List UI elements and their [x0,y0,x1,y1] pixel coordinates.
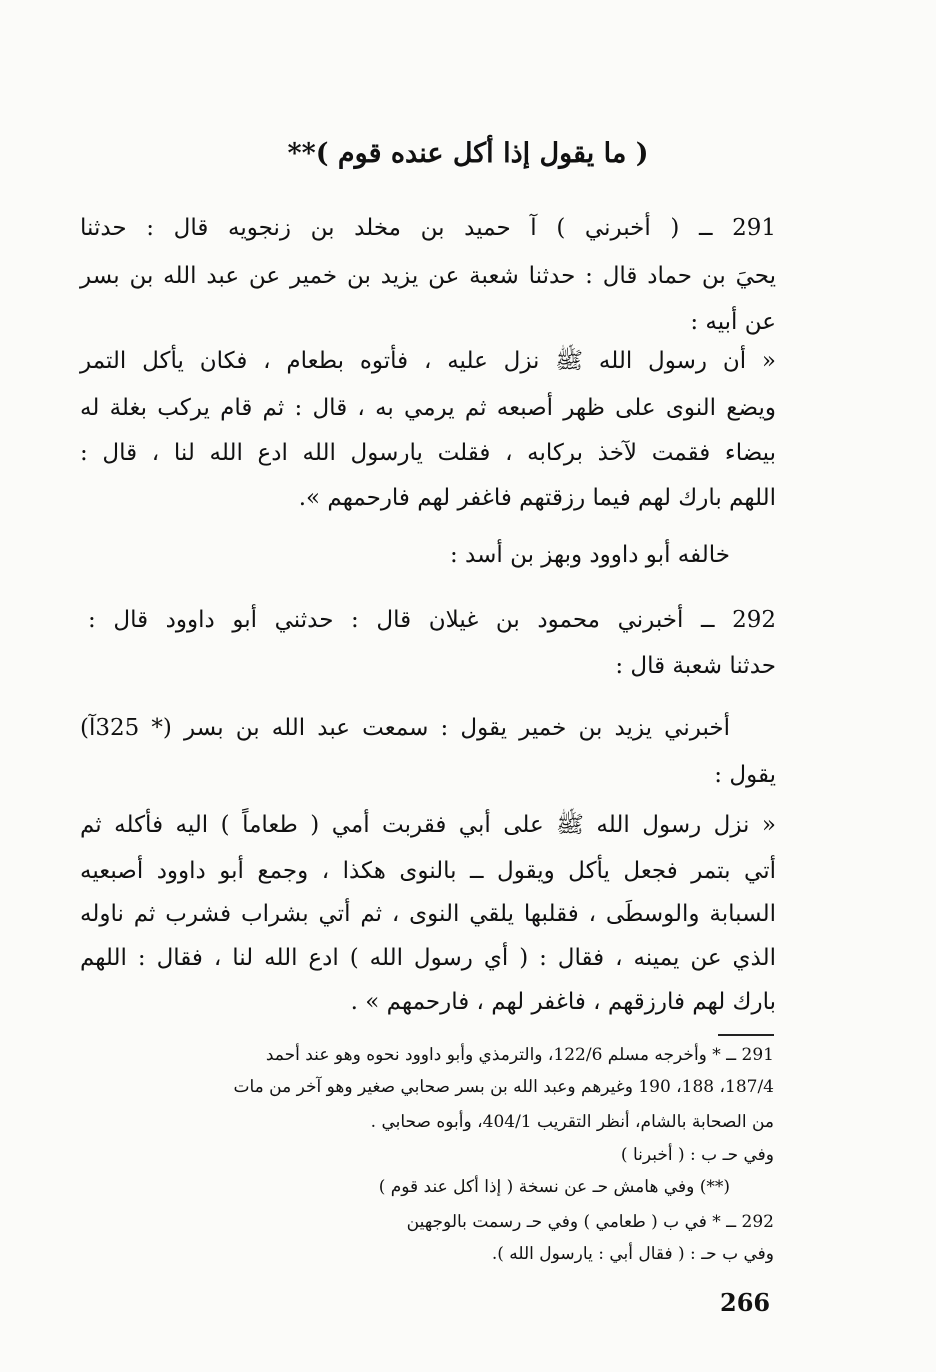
hadith-291-line-3: عن أبيه : [690,309,776,335]
footnote-line: (**) وفي هامش حـ عن نسخة ( إذا أكل عند قوم ) [378,1177,730,1197]
hadith-292-text-line-3: السبابة والوسطَى ، فقلبها يلقي النوى ، ثم أتي بشراب فشرب ثم ناوله [80,901,776,927]
hadith-291-text-line-2: ويضع النوى على ظهر أصبعه ثم يرمي به ، قال : ثم قام يركب بغلة له [80,395,776,421]
footnote-line: وفي حـ ب : ( أخبرنا ) [620,1145,774,1165]
hadith-292-text-line-4: الذي عن يمينه ، فقال : ( أي رسول الله ) ادع الله لنا ، فقال : اللهم [80,945,776,971]
hadith-292-text-line-2: أتي بتمر فجعل يأكل ويقول ــ بالنوى هكذا ، وجمع أبو داوود أصبعيه [80,858,776,884]
hadith-291-line-2: يحيَ بن حماد قال : حدثنا شعبة عن يزيد بن خمير عن عبد الله بن بسر [80,263,776,289]
page-number: 266 [720,1288,771,1317]
footnote-line: 292 ــ * في ب ( طعامي ) وفي حـ رسمت بالوجهين [406,1212,774,1232]
hadith-292-line-1: 292 ــ أخبرني محمود بن غيلان قال : حدثني أبو داوود قال : [88,607,776,633]
footnote-line: 291 ــ * وأخرجه مسلم 122/6، والترمذي وأبو داوود نحوه وهو عند أحمد [265,1045,774,1065]
footnote-line: وفي ب حـ : ( فقال أبي : يارسول الله ). [491,1244,774,1264]
hadith-292-text-line-5: بارك لهم فارزقهم ، فاغفر لهم ، فارحمهم » . [350,989,776,1015]
footnote-line: من الصحابة بالشام، أنظر التقريب 404/1، وأبوه صحابي . [370,1112,774,1132]
hadith-292-line-4: يقول : [714,762,776,788]
footnote-divider [718,1034,774,1036]
chain-note: خالفه أبو داوود وبهز بن أسد : [449,542,730,568]
hadith-291-text-line-3: بيضاء فقمت لآخذ بركابه ، فقلت يارسول الله ادع الله لنا ، قال : [80,440,776,466]
hadith-292-line-3: أخبرني يزيد بن خمير يقول : سمعت عبد الله بن بسر (* 325آ) [80,715,730,741]
footnote-line: 187/4، 188، 190 وغيرهم وعبد الله بن بسر صحابي صغير وهو آخر من مات [233,1077,774,1097]
hadith-291-line-1: 291 ــ ( أخبرني ) آ حميد بن مخلد بن زنجويه قال : حدثنا [80,215,776,241]
hadith-291-text-line-4: اللهم بارك لهم فيما رزقتهم فاغفر لهم فارحمهم ». [298,485,776,511]
section-title: ( ما يقول إذا أكل عنده قوم )** [287,138,649,169]
hadith-291-text-line-1: « أن رسول الله ﷺ نزل عليه ، فأتوه بطعام ، فكان يأكل التمر [80,348,776,374]
hadith-292-line-2: حدثنا شعبة قال : [615,653,776,679]
hadith-292-text-line-1: « نزل رسول الله ﷺ على أبي فقربت أمي ( طعاماً ) اليه فأكله ثم [80,812,776,838]
